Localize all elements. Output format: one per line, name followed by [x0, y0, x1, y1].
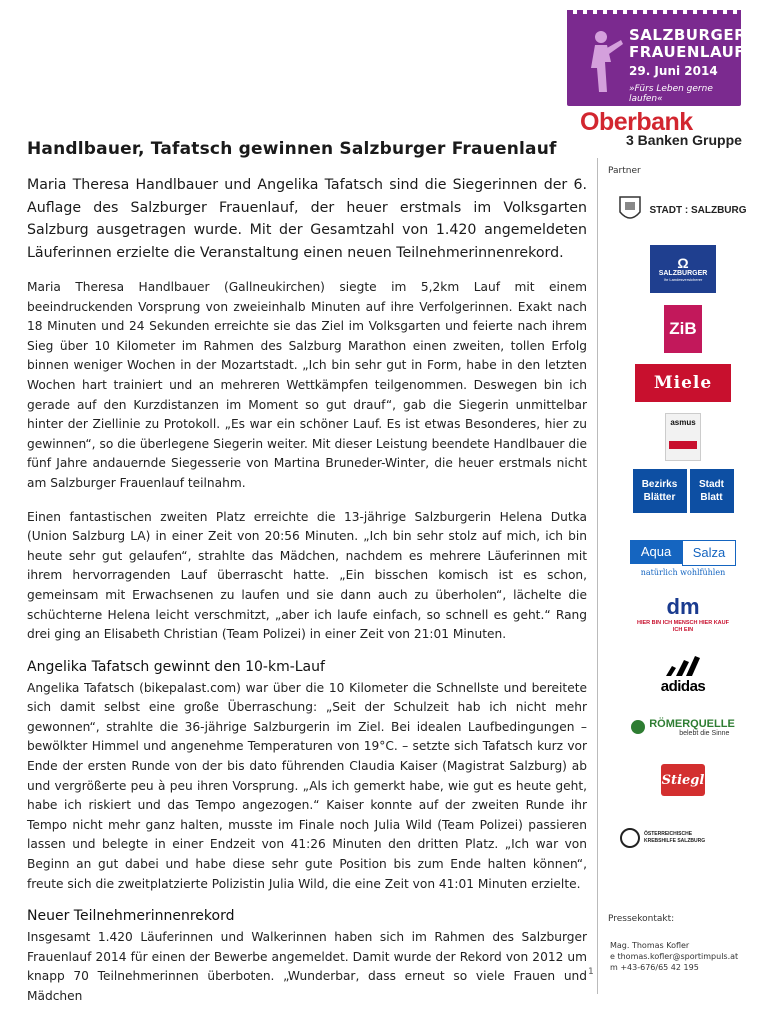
dm-logo: dm HIER BIN ICH MENSCH HIER KAUF ICH EIN	[637, 594, 729, 633]
event-slogan: »Fürs Leben gerne laufen«	[629, 84, 713, 104]
article-paragraph: Maria Theresa Handlbauer (Gallneukirchen) siegte im 5,2km Lauf mit einem beeindruckenden Vorsprung von zweieinhalb Minuten auf ihre Verfolgerinnen. Exakt nach 18 Minuten und 24 Sekunden erreichte sie das Ziel im Volksgarten und feierte nach ihrem Sieg über 10 Kilometer im Rahmen des Salzburg Marathon einen zweiten, tollen Erfolg binnen weniger Wochen in der Mozartstadt. „Ich bin sehr gut in Form, habe in den letzten Wochen hart trainiert und an mehreren Wettkämpfen teilgenommen. Deswegen bin ich gerade auf den Kurzdistanzen im Moment so gut drauf“, gab die Siegerin unmittelbar hinter der Ziellinie zu Protokoll. „Es war ein schöner Lauf. Es ist etwas Besonderes, hier zu gewinnen“, so die überlegene Siegerin weiter. Mit dieser Leistung beendete Handlbauer die fünf Jahre andauernde Siegesserie von Martina Bruneder-Winter, die heuer erstmals nicht am Salzburger Frauenlauf teilnahm.	[27, 280, 587, 490]
asmus-stripe	[669, 441, 697, 449]
event-logo	[567, 14, 747, 106]
runner-icon	[577, 28, 627, 94]
stadt-salzburg-logo: STADT : SALZBURG	[616, 190, 750, 230]
asmus-logo: asmus	[616, 414, 750, 460]
oberbank-logo: Oberbank	[580, 108, 693, 136]
page-number: 1	[588, 967, 594, 977]
contact-name: Mag. Thomas Kofler	[610, 941, 690, 950]
section-heading: Angelika Tafatsch gewinnt den 10-km-Lauf	[27, 658, 325, 675]
miele-logo: Miele	[616, 363, 750, 403]
partner-sidebar	[597, 158, 768, 994]
oberbank-subtitle: 3 Banken Gruppe	[626, 132, 742, 148]
aquasalza-logo: Aqua Salza natürlich wohlfühlen	[616, 536, 750, 580]
stiegl-logo: Stiegl	[616, 760, 750, 800]
article-paragraph: Insgesamt 1.420 Läuferinnen und Walkerinnen haben sich im Rahmen des Salzburger Frauenlauf 2014 für einen der Bewerbe angemeldet. Damit wurde der Rekord von 2012 um knapp 70 Teilnehmerinnen überboten. „Wunderbar, dass erneut so viele Frauen und Mädchen	[27, 930, 587, 1003]
krebshilfe-icon	[620, 828, 640, 848]
q-icon: Ω	[677, 255, 689, 271]
page-title: Handlbauer, Tafatsch gewinnen Salzburger Frauenlauf	[27, 139, 557, 159]
event-date: 29. Juni 2014	[629, 64, 718, 78]
bezirksblaetter-logo: Bezirks Blätter Stadt Blatt	[616, 468, 750, 514]
press-contact-label: Pressekontakt:	[608, 914, 675, 924]
contact-email[interactable]: e thomas.kofler@sportimpuls.at	[610, 952, 739, 961]
article-lead: Maria Theresa Handlbauer und Angelika Tafatsch sind die Siegerinnen der 6. Auflage des Salzburger Frauenlauf, der heuer erstmals im Volksgarten Salzburg ausgetragen wurde. Mit der Gesamtzahl von 1.420 angemeldeten Läuferinnen erzielte die Veranstaltung einen neuen Teilnehmerinnenrekord.	[27, 177, 587, 261]
adidas-stripes-icon	[664, 656, 702, 678]
event-name-line2: FRAUENLAUF	[629, 43, 746, 61]
article-body	[27, 174, 587, 1021]
adidas-logo: adidas	[616, 652, 750, 698]
roemerquelle-logo: RÖMERQUELLE belebt die Sinne	[616, 707, 750, 747]
article-paragraph: Einen fantastischen zweiten Platz erreichte die 13-jährige Salzburgerin Helena Dutka (Union Salzburg LA) in einer Zeit von 20:56 Minuten. „Ich bin sehr stolz auf mich, ich bin heute sehr gut gelaufen“, strahlte das Mädchen, nachdem es mehrere Läuferinnen mit ihrem hervorragenden Lauf überrascht hatte. „Ein bisschen komisch ist es schon, gemeinsam mit Erwachsenen zu laufen und sie dann auch zu überholen“, lächelte die schüchterne Helena leicht verschmitzt, „aber ich laufe einfach, so schnell es geht.“ Rang drei ging an Elisabeth Christian (Team Polizei) in einer Zeit von 21:01 Minuten.	[27, 509, 587, 642]
roemerquelle-icon	[631, 720, 645, 734]
zib-logo: ZiB	[616, 304, 750, 354]
crest-icon	[619, 196, 641, 224]
partner-label: Partner	[608, 166, 641, 176]
logo-border-decoration	[567, 10, 741, 18]
salzburger-versicherung-logo: Ω SALZBURGER Ihr Landesversicherer	[616, 244, 750, 294]
article-paragraph: Angelika Tafatsch (bikepalast.com) war über die 10 Kilometer die Schnellste und bereitete sich damit selbst eine große Überraschung: „Seit der Schulzeit hab ich nicht mehr gewonnen“, strahlte die 36-jährige Salzburgerin im Ziel. Bei idealen Laufbedingungen – bewölkter Himmel und angenehme Temperaturen von 19°C. – setzte sich Tafatsch kurz vor Ende der ersten Runde von der bis dato führenden Claudia Kaiser (Magistrat Salzburg) ab und vergrößerte peu à peu ihren Vorsprung. „Als ich gemerkt habe, wie gut es heute geht, habe ich riskiert und das Tempo angezogen.“ Kaiser konnte auf der zweiten Runde ihr Tempo nicht mehr ganz halten, musste im Finale noch Julia Wild (Team Polizei) passieren lassen und belegte in einer Endzeit von 41:26 Minuten den dritten Platz. „Ich war von Beginn an gut dabei und habe diese sehr gute Position bis zum Ende halten können“, freute sich die zweitplatzierte Polizistin Julia Wild, die eine Zeit von 41:01 Minuten erzielte.	[27, 680, 587, 891]
krebshilfe-logo: ÖSTERREICHISCHE KREBSHILFE SALZBURG	[616, 818, 754, 858]
event-name-line1: SALZBURGER	[629, 26, 747, 44]
section-heading: Neuer Teilnehmerinnenrekord	[27, 908, 235, 925]
contact-phone: m +43-676/65 42 195	[610, 963, 699, 972]
